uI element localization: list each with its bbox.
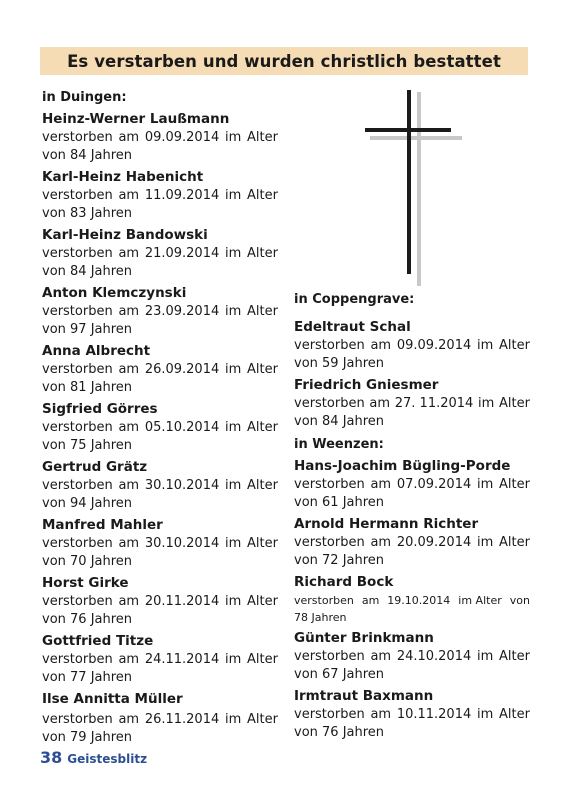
death-date-line: verstorben am 30.10.2014 im Alter [42, 478, 278, 493]
page-number: 38 [40, 748, 63, 767]
age-line: von 84 Jahren [42, 148, 133, 163]
death-date-line: verstorben am 09.09.2014 im Alter [42, 130, 278, 145]
title-banner [40, 47, 528, 75]
death-date-line: verstorben am 20.09.2014 im Alter [294, 535, 530, 550]
deceased-name: Anna Albrecht [42, 343, 151, 359]
obituary-entry [42, 457, 282, 513]
age-line: von 94 Jahren [42, 496, 133, 511]
magazine-name: Geistesblitz [67, 752, 148, 766]
death-date-line: verstorben am 20.11.2014 im Alter [42, 594, 278, 609]
deceased-name: Karl-Heinz Bandowski [42, 227, 208, 243]
deceased-name: Horst Girke [42, 575, 129, 591]
death-date-line: verstorben am 26.11.2014 im Alter [42, 712, 278, 727]
deceased-name: Sigfried Görres [42, 401, 158, 417]
obituary-entry [294, 686, 534, 742]
obituary-entry [294, 572, 534, 626]
deceased-name: Heinz-Werner Laußmann [42, 111, 230, 127]
column-duingen [42, 88, 282, 749]
obituary-entry [42, 225, 282, 281]
obituary-entry [294, 514, 534, 570]
age-line: von 79 Jahren [42, 730, 133, 745]
deceased-name: Karl-Heinz Habenicht [42, 169, 204, 185]
obituary-entry [294, 456, 534, 512]
deceased-name: Günter Brinkmann [294, 630, 434, 646]
death-date-line: verstorben am 07.09.2014 im Alter [294, 477, 530, 492]
obituary-entry [42, 167, 282, 223]
obituary-entry [42, 109, 282, 165]
cross-icon [365, 90, 465, 290]
age-line: 78 Jahren [294, 611, 347, 624]
age-line: von 61 Jahren [294, 495, 385, 510]
obituary-entry [294, 628, 534, 684]
death-date-line: verstorben am 21.09.2014 im Alter [42, 246, 278, 261]
age-line: von 76 Jahren [42, 612, 133, 627]
deceased-name: Friedrich Gniesmer [294, 377, 439, 393]
age-line: von 76 Jahren [294, 725, 385, 740]
death-date-line: verstorben am 24.10.2014 im Alter [294, 649, 530, 664]
page-footer [40, 748, 147, 767]
deceased-name: Edeltraut Schal [294, 319, 411, 335]
death-date-line: verstorben am 26.09.2014 im Alter [42, 362, 278, 377]
age-line: von 70 Jahren [42, 554, 133, 569]
obituary-entry [42, 341, 282, 397]
age-line: von 67 Jahren [294, 667, 385, 682]
obituary-entry [42, 689, 282, 747]
page-title: Es verstarben und wurden christlich bestattet [67, 51, 501, 71]
obituary-entry [42, 399, 282, 455]
deceased-name: Ilse Annitta Müller [42, 691, 183, 707]
deceased-name: Gottfried Titze [42, 633, 154, 649]
deceased-name: Arnold Hermann Richter [294, 516, 479, 532]
obituary-entry [42, 515, 282, 571]
death-date-line: verstorben am 27. 11.2014 im Alter [294, 396, 530, 411]
death-date-line: verstorben am 09.09.2014 im Alter [294, 338, 530, 353]
age-line: von 97 Jahren [42, 322, 133, 337]
obituary-entry [42, 631, 282, 687]
place-heading-coppengrave: in Coppengrave: [294, 292, 415, 307]
obituary-entry [42, 283, 282, 339]
deceased-name: Irmtraut Baxmann [294, 688, 434, 704]
death-date-line: verstorben am 23.09.2014 im Alter [42, 304, 278, 319]
age-line: von 75 Jahren [42, 438, 133, 453]
deceased-name: Anton Klemczynski [42, 285, 187, 301]
death-date-line: verstorben am 19.10.2014 im Alter von [294, 594, 530, 607]
death-date-line: verstorben am 05.10.2014 im Alter [42, 420, 278, 435]
deceased-name: Manfred Mahler [42, 517, 163, 533]
age-line: von 84 Jahren [42, 264, 133, 279]
age-line: von 77 Jahren [42, 670, 133, 685]
death-date-line: verstorben am 24.11.2014 im Alter [42, 652, 278, 667]
age-line: von 59 Jahren [294, 356, 385, 371]
place-heading-weenzen: in Weenzen: [294, 437, 384, 452]
death-date-line: verstorben am 11.09.2014 im Alter [42, 188, 278, 203]
age-line: von 81 Jahren [42, 380, 133, 395]
obituary-entry [42, 573, 282, 629]
age-line: von 72 Jahren [294, 553, 385, 568]
death-date-line: verstorben am 30.10.2014 im Alter [42, 536, 278, 551]
obituary-entry [294, 375, 534, 431]
obituary-entry [294, 317, 534, 373]
deceased-name: Hans-Joachim Bügling-Porde [294, 458, 511, 474]
column-coppengrave-weenzen [294, 290, 534, 744]
place-heading-duingen: in Duingen: [42, 90, 127, 105]
death-date-line: verstorben am 10.11.2014 im Alter [294, 707, 530, 722]
deceased-name: Gertrud Grätz [42, 459, 148, 475]
deceased-name: Richard Bock [294, 574, 394, 590]
age-line: von 84 Jahren [294, 414, 385, 429]
age-line: von 83 Jahren [42, 206, 133, 221]
